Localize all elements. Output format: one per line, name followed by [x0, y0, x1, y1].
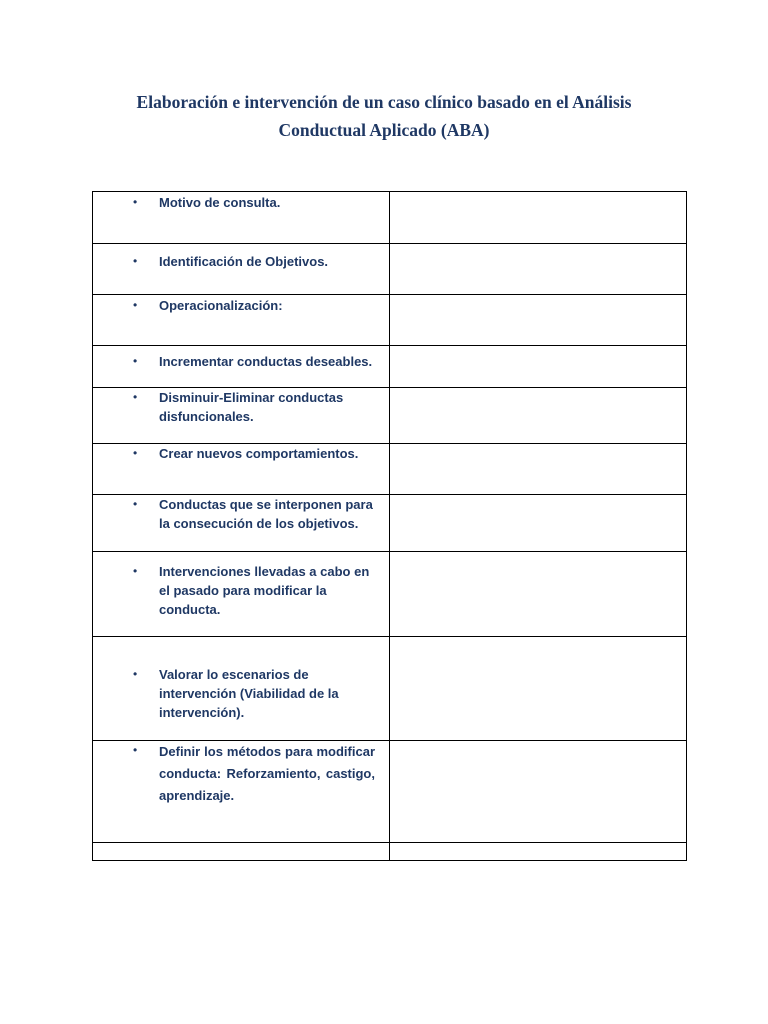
bullet-icon: • — [133, 564, 138, 578]
row-label: Conductas que se interponen para la consecución de los objetivos. — [159, 497, 373, 531]
row-label-cell — [93, 346, 390, 388]
table-row — [93, 346, 687, 388]
row-label-cell — [93, 637, 390, 741]
row-value-cell[interactable] — [390, 192, 687, 244]
row-value-cell[interactable] — [390, 552, 687, 637]
table-row — [93, 637, 687, 741]
bullet-icon: • — [133, 667, 138, 681]
table-row — [93, 192, 687, 244]
row-label: Crear nuevos comportamientos. — [159, 446, 359, 461]
bullet-icon: • — [133, 497, 138, 511]
table-row — [93, 244, 687, 295]
case-form-table — [92, 191, 687, 861]
row-value-cell[interactable] — [390, 346, 687, 388]
row-value-cell[interactable] — [390, 444, 687, 495]
bullet-icon: • — [133, 743, 138, 757]
row-label-cell — [93, 444, 390, 495]
row-label: Incrementar conductas deseables. — [159, 354, 373, 369]
row-label: Definir los métodos para modificar conducta: Reforzamiento, castigo, aprendizaje. — [159, 744, 375, 803]
page-title — [84, 88, 684, 144]
row-label: Valorar lo escenarios de intervención (Viabilidad de la intervención). — [159, 667, 339, 720]
table-row — [93, 741, 687, 843]
row-label: Disminuir-Eliminar conductas disfuncionales. — [159, 390, 344, 424]
bullet-icon: • — [133, 195, 138, 209]
row-value-cell[interactable] — [390, 843, 687, 861]
row-label-cell — [93, 495, 390, 552]
row-label-cell — [93, 388, 390, 444]
page-title-line-1: Elaboración e intervención de un caso clínico basado en el Análisis — [136, 92, 632, 112]
bullet-icon: • — [133, 298, 138, 312]
bullet-icon: • — [133, 254, 138, 268]
row-label-cell — [93, 192, 390, 244]
row-value-cell[interactable] — [390, 295, 687, 346]
row-value-cell[interactable] — [390, 244, 687, 295]
bullet-icon: • — [133, 390, 138, 404]
row-value-cell[interactable] — [390, 637, 687, 741]
bullet-icon: • — [133, 446, 138, 460]
row-label: Motivo de consulta. — [159, 195, 281, 210]
row-label-cell — [93, 295, 390, 346]
row-label-cell — [93, 552, 390, 637]
row-value-cell[interactable] — [390, 495, 687, 552]
row-label: Operacionalización: — [159, 298, 283, 313]
bullet-icon: • — [133, 354, 138, 368]
table-row — [93, 495, 687, 552]
row-value-cell[interactable] — [390, 741, 687, 843]
row-label-cell — [93, 741, 390, 843]
row-label: Identificación de Objetivos. — [159, 254, 329, 269]
page-title-line-2: Conductual Aplicado (ABA) — [278, 120, 490, 140]
table-row — [93, 295, 687, 346]
table-row — [93, 552, 687, 637]
row-label: Intervenciones llevadas a cabo en el pasado para modificar la conducta. — [159, 564, 370, 617]
table-row — [93, 843, 687, 861]
table-row — [93, 444, 687, 495]
row-label-cell[interactable] — [93, 843, 390, 861]
row-value-cell[interactable] — [390, 388, 687, 444]
table-row — [93, 388, 687, 444]
row-label-cell — [93, 244, 390, 295]
